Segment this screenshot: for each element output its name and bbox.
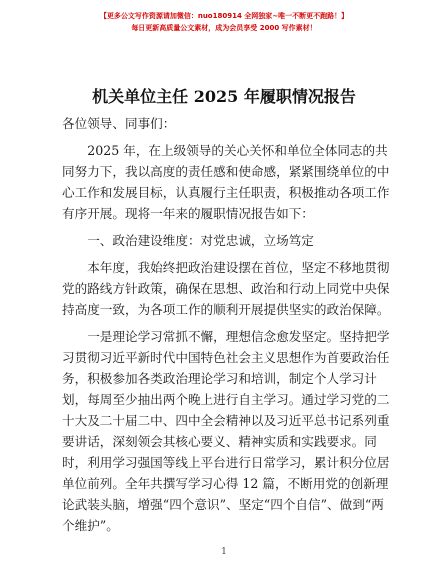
body-paragraph: 一是理论学习常抓不懈，理想信念愈发坚定。坚持把学习贯彻习近平新时代中国特色社会主义思想作为首要政治任务，积极参加各类政治理论学习和培训，制定个人学习计划，每周至少抽出两个晚上进行自主学习。通过学习党的二十大及二十届二中、四中全会精神以及习近平总书记系列重要讲话，深刻领会其核心要义、精神实质和实践要求。同时，利用学习强国等线上平台进行日常学习，累计积分位居单位前列。全年共撰写学习心得 12 篇，不断用党的创新理论武装头脑，增强“四个意识”、坚定“四个自信”、做到“两个维护”。 — [62, 329, 390, 533]
salutation: 各位领导、同事们： — [62, 116, 176, 131]
intro-paragraph: 2025 年，在上级领导的关心关怀和单位全体同志的共同努力下，我以高度的责任感和使命感，紧紧围绕单位的中心工作和发展目标，认真履行主任职责，积极推动各项工作有序开展。现将一年来的履职情况报告如下： — [62, 143, 390, 221]
page-number: 1 — [221, 547, 227, 557]
section-heading: 一、政治建设维度：对党忠诚，立场笃定 — [87, 233, 314, 248]
banner-line-2: 每日更新高质量公文素材，成为会员享受 2000 写作素材！ — [131, 24, 317, 32]
banner-line-1: 【更多公文写作资源请加微信：nuo180914 全网独家~唯一不断更不跑路！】 — [99, 12, 349, 20]
body-paragraph: 本年度，我始终把政治建设摆在首位，坚定不移地贯彻党的路线方针政策，确保在思想、政治和行动上同党中央保持高度一致，为各项工作的顺利开展提供坚实的政治保障。 — [62, 260, 390, 317]
document-body — [62, 113, 394, 536]
document-title: 机关单位主任 2025 年履职情况报告 — [92, 87, 356, 106]
